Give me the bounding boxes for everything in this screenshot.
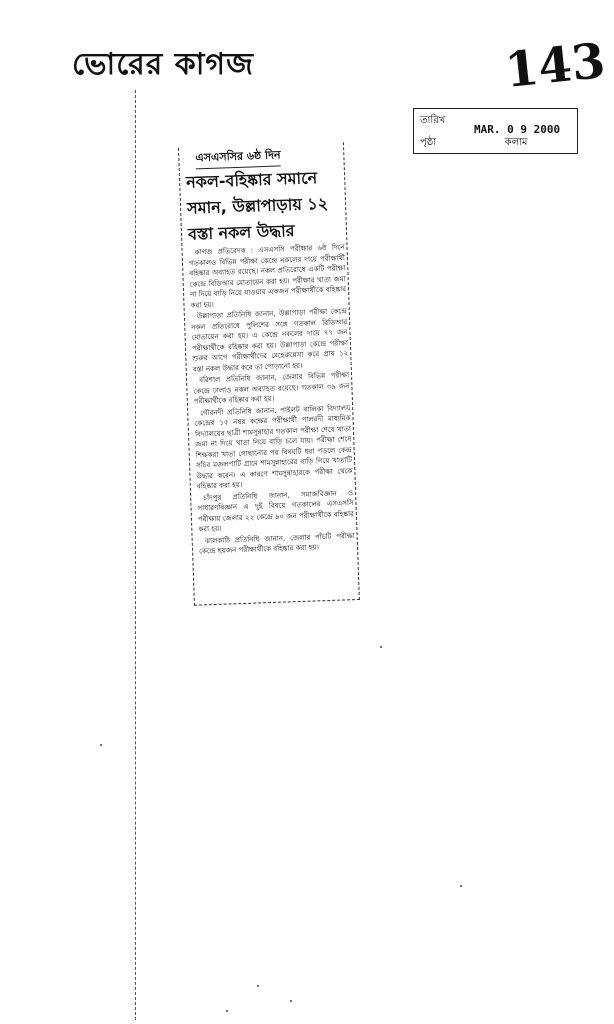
stamp-date-label: তারিখ <box>420 115 446 126</box>
page-margin-line <box>135 90 136 1020</box>
stamp-column-label: কলাম <box>504 137 528 148</box>
article-body <box>188 242 355 558</box>
newspaper-masthead: ভোরের কাগজ <box>72 47 254 82</box>
article-paragraph: ঝালকাঠি প্রতিনিধি জানান, জেলার পাঁচটি পরীক্ষা কেন্দ্রে ছয়জন পরীক্ষার্থীকে বহিষ্কার করা হয়। <box>198 531 355 556</box>
stamp-date: MAR. 0 9 2000 <box>474 123 561 136</box>
article-paragraph: গৌরনদী প্রতিনিধি জানান, পাইলট বালিকা বিদ্যালয় কেন্দ্রের ১৫ নম্বর কক্ষের পরীক্ষার্থী পালরদী মাধ্যমিক বিদ্যালয়ের ছাত্রী শামসুন্নাহার গতকাল পরীক্ষা শেষে খাতা জমা না দিয়ে খাতা নিয়ে বাড়ি চলে যায়। পরীক্ষা শেষে শিক্ষকরা খাতা গোছানোর পর বিষয়টি ধরা পড়লে কেন্দ্র সচিব মজলপাটি গ্রামে শামসুন্নাহারের বাড়ি গিয়ে খাতাটি উদ্ধার করেন। এ কারণে শামসুন্নাহারকে পরীক্ষা থেকে বহিষ্কার করা হয়। <box>194 403 353 491</box>
article-paragraph: চাঁদপুর প্রতিনিধি জানান, সমাজবিজ্ঞান ও সাধারণবিজ্ঞান এ দুই বিষয়ে গতকালের এসএসসি পরীক্ষায় জেলার ২২ কেন্দ্রে ৯০ জন পরীক্ষার্থীকে বহিষ্কার করা হয়। <box>197 488 355 534</box>
date-stamp <box>413 108 578 154</box>
article-paragraph: উল্লাপাড়া প্রতিনিধি জানান, উল্লাপাড়া পরীক্ষা কেন্দ্রে নকল প্রতিরোধে পুলিশের সঙ্গে গতকাল বিডিআর মোতায়েন করা হয়। এ কেন্দ্রে নকলের দায়ে ৭৭ জন পরীক্ষার্থীকে বহিষ্কার করা হয়। উল্লাপাড়া কেন্দ্রে পরীক্ষা শুরুর আগে পরীক্ষার্থীদের মেহেরুন্নেসা করে প্রায় ১২ বস্তা নকল উদ্ধার করে তা পোড়ানো হয়। <box>191 307 349 374</box>
article-paragraph: বরিশাল প্রতিনিধি জানান, জেলার বিভিন্ন পরীক্ষা কেন্দ্রে ঢালাও নকল অব্যাহত রয়েছে। গতকাল ৩৯ জন পরীক্ষার্থীকে বহিষ্কার করা হয়। <box>193 371 350 406</box>
news-clipping <box>178 142 360 606</box>
handwritten-page-number: 143 <box>502 32 608 100</box>
article-paragraph: কাগজ প্রতিবেদক : এসএসসি পরীক্ষার ৬ষ্ঠ দিনে গতকালও বিভিন্ন পরীক্ষা কেন্দ্রে নকলের দায়ে পরীক্ষার্থী বহিষ্কার অব্যাহত রয়েছে। নকল প্রতিরোধে একটি পরীক্ষা কেন্দ্রে বিডিআর মোতায়েন করা হয়। পরীক্ষার খাতা জমা না দিয়ে বাড়ি নিয়ে যাওয়ায় একজন পরীক্ষার্থীকে বহিষ্কার করা হয়। <box>188 243 347 310</box>
stamp-page-label: পৃষ্ঠা <box>420 137 437 148</box>
article-kicker: এসএসসির ৬ষ্ঠ দিন <box>195 146 281 169</box>
stamp-page-row <box>420 135 527 152</box>
article-headline: নকল-বহিষ্কার সমানে সমান, উল্লাপাড়ায় ১২ বস্তা নকল উদ্ধার <box>185 168 329 244</box>
